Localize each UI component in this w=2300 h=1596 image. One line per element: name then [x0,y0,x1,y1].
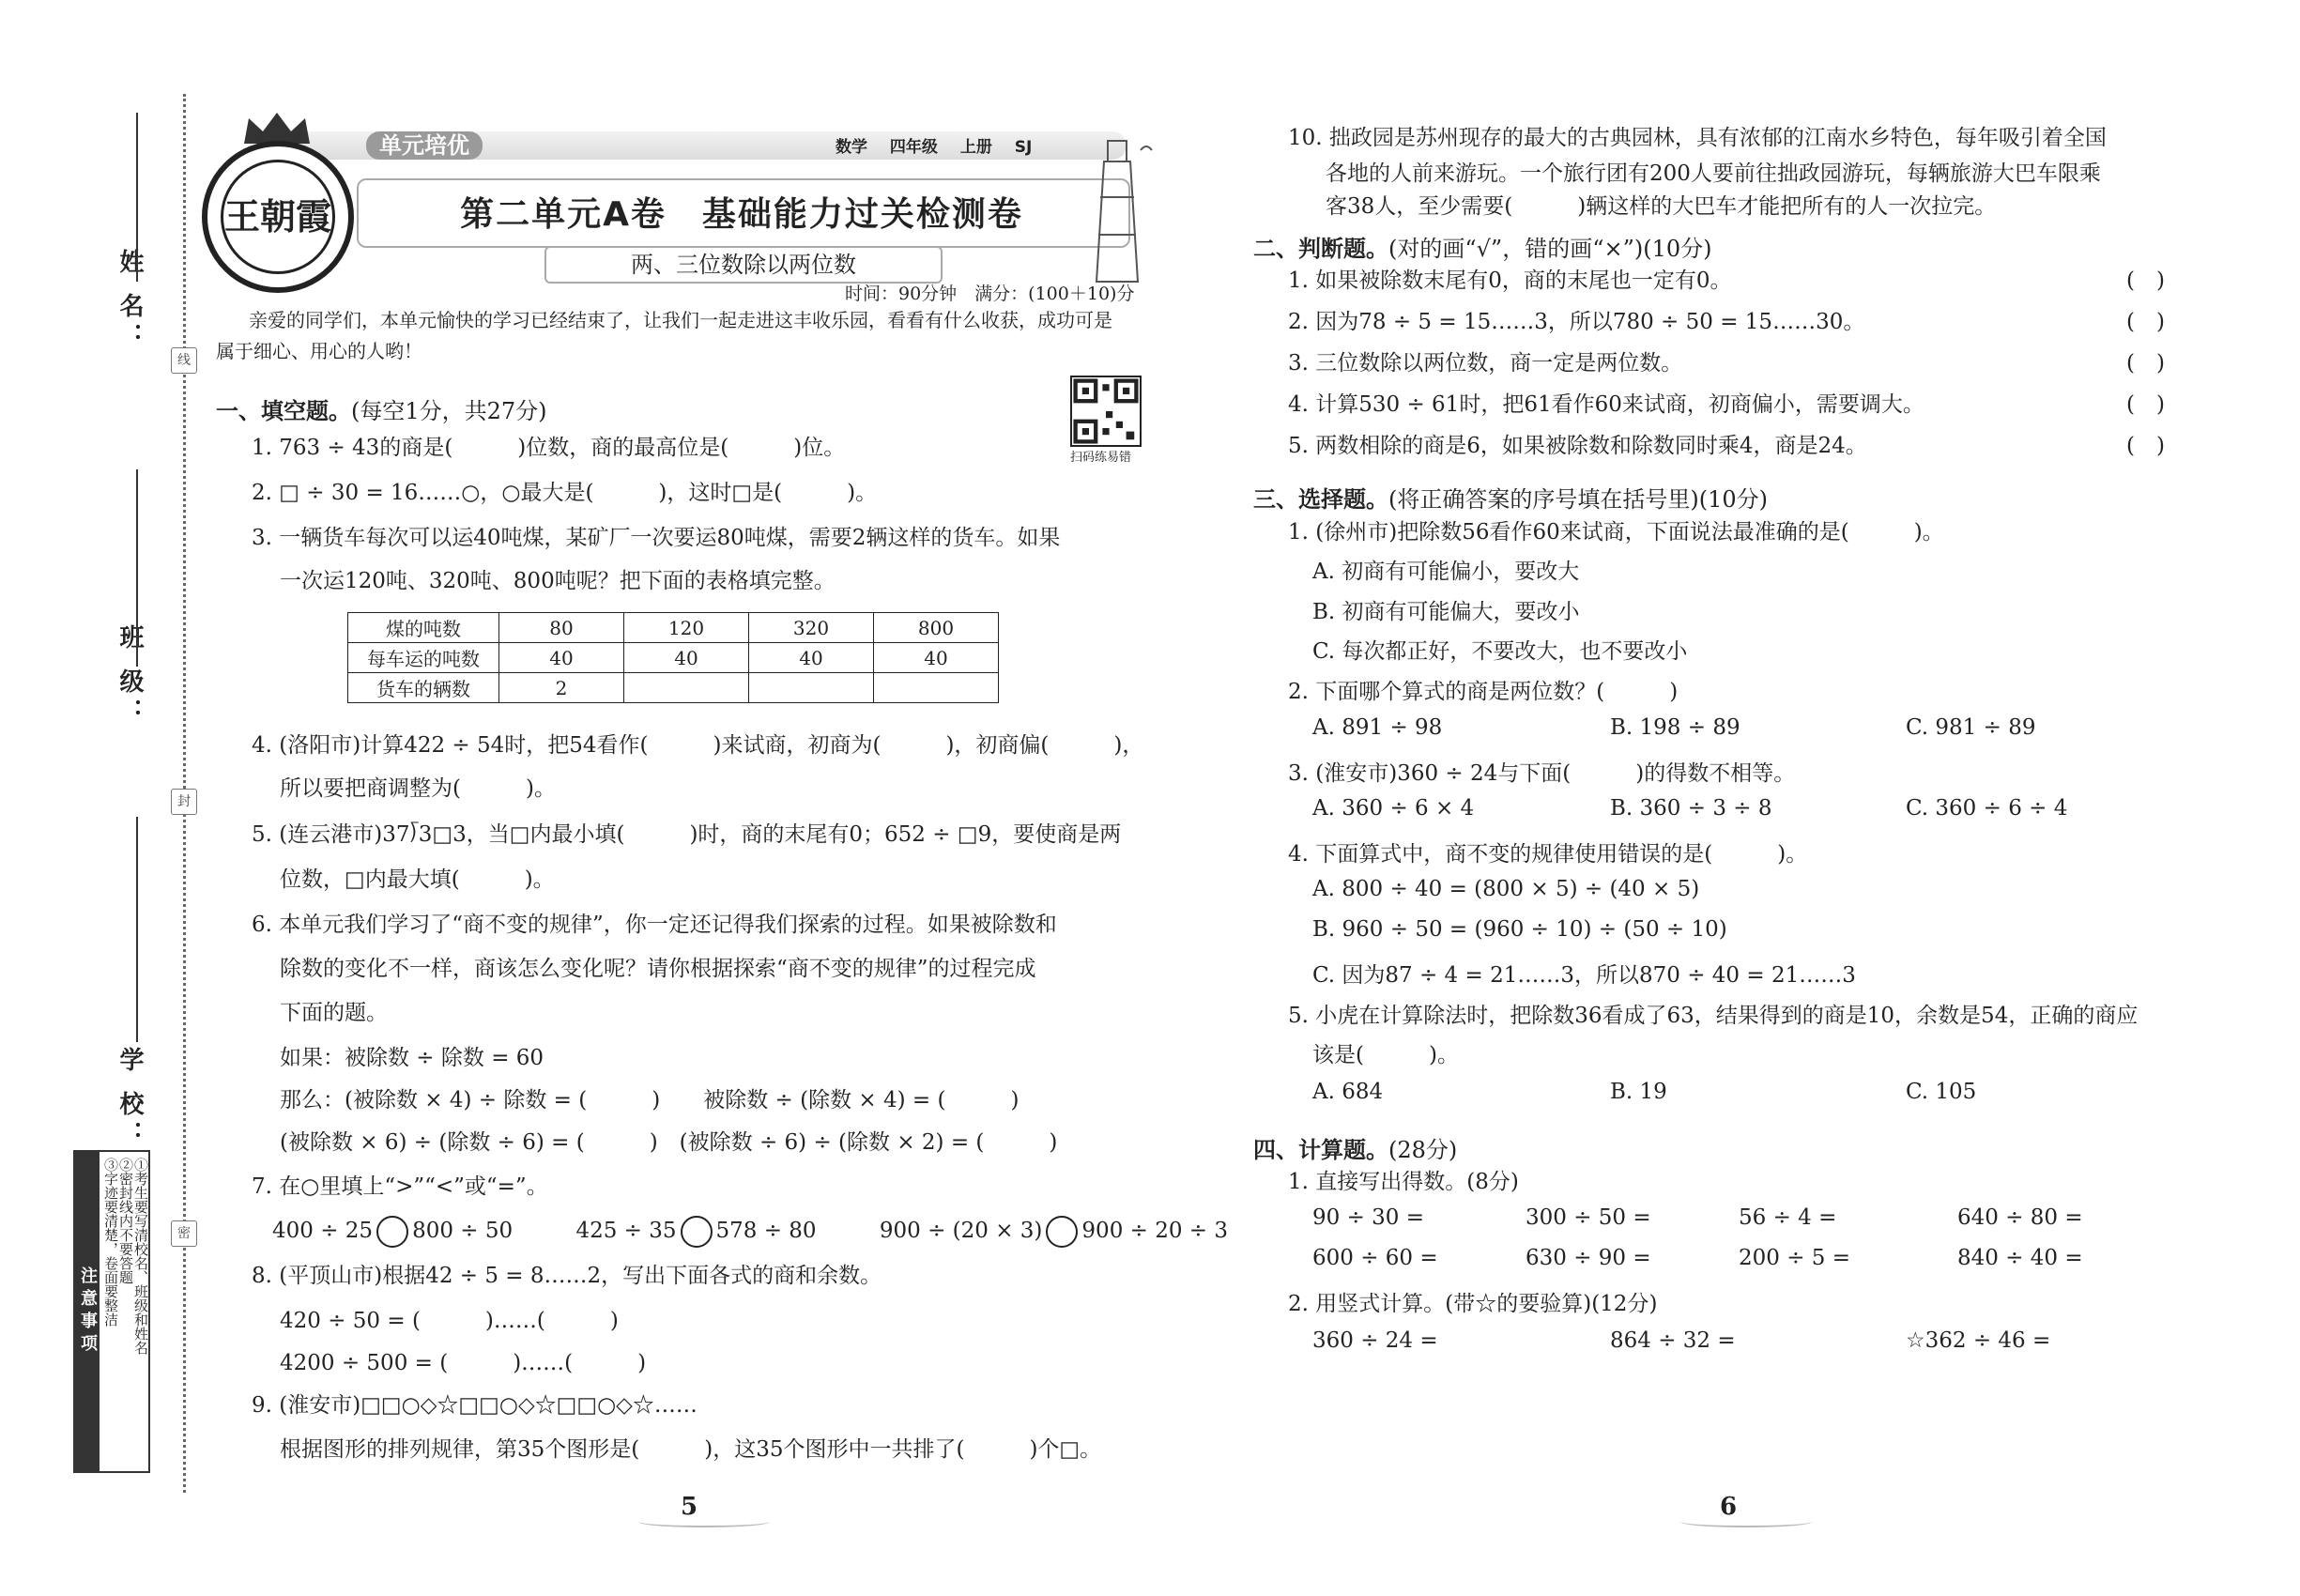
page-number-left: 5 [681,1493,698,1521]
notice-box [73,1150,150,1473]
class-label: 班 级： [115,624,144,729]
calc-expr: 200 ÷ 5 = [1739,1246,1851,1270]
name-blank [136,113,138,282]
answer-bracket[interactable]: ( ) [2126,310,2165,334]
class-blank [136,469,138,667]
answer-bracket[interactable]: ( ) [2126,269,2165,293]
calc-expr: 90 ÷ 30 = [1312,1205,1425,1230]
choice-2-c: C. 981 ÷ 89 [1906,715,2036,740]
table-row [348,673,999,703]
answer-cell[interactable] [624,673,749,703]
q6-line-1: 6. 本单元我们学习了“商不变的规律”，你一定还记得我们探索的过程。如果被除数和 [252,913,1057,937]
q3-line-1: 3. 一辆货车每次可以运40吨煤，某矿厂一次要运80吨煤，需要2辆这样的货车。如果 [252,526,1061,550]
section-1-note: (每空1分，共27分) [351,398,547,424]
page-deco [1680,1516,1812,1527]
q10-line-1: 10. 拙政园是苏州现存的最大的古典园林，具有浓郁的江南水乡特色，每年吸引着全国 [1288,126,2107,150]
section-2-note: (对的画“√”，错的画“×”)(10分) [1388,236,1712,262]
course-grade: 四年级 [889,138,938,157]
seal-secret: 密 [171,1220,197,1247]
school-blank [136,817,138,1042]
section-4-title: 四、计算题。 [1253,1137,1388,1163]
q6-line-5: 那么：(被除数 × 4) ÷ 除数 = ( ) 被除数 ÷ (除数 × 4) = ( ) [280,1088,1020,1113]
course-volume: 上册 [959,138,992,157]
q10-line-2: 各地的人前来游玩。一个旅行团有200人要前往拙政园游玩，每辆旅游大巴车限乘 [1326,161,2101,186]
section-1-heading [216,392,547,425]
choice-4: 4. 下面算式中，商不变的规律使用错误的是( )。 [1288,842,1808,867]
calc-1: 1. 直接写出得数。(8分) [1288,1170,1519,1194]
vertical-calc: ☆362 ÷ 46 = [1906,1328,2051,1353]
calc-expr: 300 ÷ 50 = [1526,1205,1651,1230]
q4-line-1: 4. (洛阳市)计算422 ÷ 54时，把54看作( )来试商，初商为( )，初商偏( )， [252,733,1144,758]
q6-line-3: 下面的题。 [280,1001,388,1025]
q6-line-4: 如果：被除数 ÷ 除数 = 60 [280,1046,544,1070]
q9: 9. (淮安市)□□○◇☆□□○◇☆□□○◇☆…… [252,1393,698,1418]
seal-seal: 封 [171,789,197,815]
table-cell: 2 [499,673,624,703]
q6-line-2: 除数的变化不一样，商该怎么变化呢？请你根据探索“商不变的规律”的过程完成 [280,957,1036,981]
section-4-note: (28分) [1388,1137,1458,1163]
school-label: 学 校： [115,1047,144,1152]
intro-line-1: 亲爱的同学们，本单元愉快的学习已经结束了，让我们一起走进这丰收乐园，看看有什么收获，成功可是 [249,309,1112,331]
section-2-heading [1253,230,1711,263]
q7-expr: 400 ÷ 25 [272,1219,374,1243]
q7: 7. 在○里填上“>”“<”或“=”。 [252,1174,548,1199]
choice-5-b: B. 19 [1610,1080,1667,1104]
choice-2-b: B. 198 ÷ 89 [1610,715,1740,740]
section-3-heading [1253,481,1768,514]
table-cell: 煤的吨数 [348,613,499,643]
calc-expr: 600 ÷ 60 = [1312,1246,1438,1270]
answer-cell[interactable] [749,673,874,703]
section-1-title: 一、填空题。 [216,398,351,424]
section-3-note: (将正确答案的序号填在括号里)(10分) [1388,486,1768,513]
compare-circle[interactable] [681,1216,713,1248]
choice-2: 2. 下面哪个算式的商是两位数？( ) [1288,680,1679,704]
exam-subtitle: 两、三位数除以两位数 [544,246,943,284]
vertical-calc: 864 ÷ 32 = [1610,1328,1736,1353]
course-info [836,133,1049,157]
choice-3-b: B. 360 ÷ 3 ÷ 8 [1610,796,1772,821]
choice-1-b: B. 初商有可能偏大，要改小 [1312,600,1580,624]
exam-title: 第二单元A卷 基础能力过关检测卷 [460,195,1023,234]
table-cell: 40 [499,643,624,673]
intro-line-2: 属于细心、用心的人哟！ [216,340,422,362]
table-cell: 每车运的吨数 [348,643,499,673]
table-cell: 120 [624,613,749,643]
q4-line-2: 所以要把商调整为( )。 [280,776,556,801]
qr-caption: 扫码练易错 [1070,451,1132,465]
seal-line: 线 [171,347,197,374]
brand-logo [202,141,354,293]
q7-expr: 425 ÷ 35 [575,1219,677,1243]
name-label: 姓 名： [115,249,144,354]
compare-circle[interactable] [376,1216,408,1248]
notice-line-3: ③字迹要清楚，卷面要整洁 [102,1158,119,1327]
course-edition: SJ [1014,138,1033,157]
q10-line-3: 客38人，至少需要( )辆这样的大巴车才能把所有的人一次拉完。 [1326,194,1997,219]
choice-4-b: B. 960 ÷ 50 = (960 ÷ 10) ÷ (50 ÷ 10) [1312,917,1727,942]
coal-table [347,612,999,703]
choice-4-a: A. 800 ÷ 40 = (800 × 5) ÷ (40 × 5) [1312,877,1700,901]
notice-line-1: ①考生要写清校名、班级和姓名 [132,1158,149,1355]
calc-expr: 630 ÷ 90 = [1526,1246,1651,1270]
choice-4-c: C. 因为87 ÷ 4 = 21……3，所以870 ÷ 40 = 21……3 [1312,963,1856,988]
choice-5-line-2: 该是( )。 [1312,1043,1459,1067]
logo-text: 王朝霞 [221,160,335,274]
q2: 2. □ ÷ 30 = 16……○，○最大是( )，这时□是( )。 [252,481,878,505]
answer-bracket[interactable]: ( ) [2126,351,2165,376]
choice-5-c: C. 105 [1906,1080,1977,1104]
section-4-heading [1253,1131,1457,1164]
time-score: 时间：90分钟 满分：(100＋10)分 [845,284,1135,304]
calc-2: 2. 用竖式计算。(带☆的要验算)(12分) [1288,1292,1658,1316]
q8-line-b: 4200 ÷ 500 = ( )……( ) [280,1351,647,1375]
notice-title: 注意事项 [75,1152,100,1471]
q8: 8. (平顶山市)根据42 ÷ 5 = 8……2，写出下面各式的商和余数。 [252,1264,882,1288]
page-number-right: 6 [1720,1493,1738,1521]
q7-expr: 800 ÷ 50 [412,1219,514,1243]
section-2-title: 二、判断题。 [1253,236,1388,262]
choice-3-a: A. 360 ÷ 6 × 4 [1312,796,1475,821]
choice-2-a: A. 891 ÷ 98 [1312,715,1443,740]
table-cell: 40 [624,643,749,673]
answer-bracket[interactable]: ( ) [2126,392,2165,417]
table-row [348,613,999,643]
table-cell: 40 [874,643,999,673]
table-cell: 40 [749,643,874,673]
judge-1: 1. 如果被除数末尾有0，商的末尾也一定有0。 [1288,269,1732,293]
answer-cell[interactable] [874,673,999,703]
q1: 1. 763 ÷ 43的商是( )位数，商的最高位是( )位。 [252,436,846,460]
choice-3: 3. (淮安市)360 ÷ 24与下面( )的得数不相等。 [1288,761,1796,786]
q9-line-b: 根据图形的排列规律，第35个图形是( )，这35个图形中一共排了( )个□。 [280,1437,1102,1462]
judge-3: 3. 三位数除以两位数，商一定是两位数。 [1288,351,1683,376]
choice-1: 1. (徐州市)把除数56看作60来试商，下面说法最准确的是( )。 [1288,520,1944,545]
judge-5: 5. 两数相除的商是6，如果被除数和除数同时乘4，商是24。 [1288,434,1867,458]
q5-line-1: 5. (连云港市)37⟌3□3，当□内最小填( )时，商的末尾有0；652 ÷ □9，要使商是两 [252,822,1122,847]
q7-comparisons [272,1216,1228,1248]
choice-1-a: A. 初商有可能偏小，要改大 [1312,560,1580,584]
table-cell: 800 [874,613,999,643]
q7-expr: 578 ÷ 80 [715,1219,817,1243]
q6-line-6: (被除数 × 6) ÷ (除数 ÷ 6) = ( ) (被除数 ÷ 6) ÷ (除数 × 2) = ( ) [280,1130,1058,1155]
calc-expr: 640 ÷ 80 = [1957,1205,2083,1230]
compare-circle[interactable] [1046,1216,1078,1248]
q3-line-2: 一次运120吨、320吨、800吨呢？把下面的表格填完整。 [280,569,836,593]
q5-line-2: 位数，□内最大填( )。 [280,867,555,892]
judge-2: 2. 因为78 ÷ 5 = 15……3，所以780 ÷ 50 = 15……30。 [1288,310,1865,334]
q7-expr: 900 ÷ (20 × 3) [879,1219,1043,1243]
choice-5-line-1: 5. 小虎在计算除法时，把除数36看成了63，结果得到的商是10，余数是54，正确的商应 [1288,1004,2139,1028]
q7-expr: 900 ÷ 20 ÷ 3 [1081,1219,1229,1243]
judge-4: 4. 计算530 ÷ 61时，把61看作60来试商，初商偏小，需要调大。 [1288,392,1924,417]
choice-1-c: C. 每次都正好，不要改大，也不要改小 [1312,639,1688,664]
notice-line-2: ②密封线内不要答题 [117,1158,134,1284]
calc-expr: 840 ÷ 40 = [1957,1246,2083,1270]
table-cell: 80 [499,613,624,643]
table-row [348,643,999,673]
table-cell: 320 [749,613,874,643]
vertical-calc: 360 ÷ 24 = [1312,1328,1438,1353]
series-label: 单元培优 [366,131,483,160]
table-cell: 货车的辆数 [348,673,499,703]
answer-bracket[interactable]: ( ) [2126,434,2165,458]
calc-expr: 56 ÷ 4 = [1739,1205,1837,1230]
choice-5-a: A. 684 [1312,1080,1384,1104]
notice-lines [103,1158,148,1355]
section-3-title: 三、选择题。 [1253,486,1388,513]
qr-code-icon [1070,376,1142,447]
page-deco [638,1516,770,1527]
course-subject: 数学 [836,138,867,157]
lighthouse-icon [1080,131,1155,291]
q8-line-a: 420 ÷ 50 = ( )……( ) [280,1309,619,1333]
choice-3-c: C. 360 ÷ 6 ÷ 4 [1906,796,2068,821]
